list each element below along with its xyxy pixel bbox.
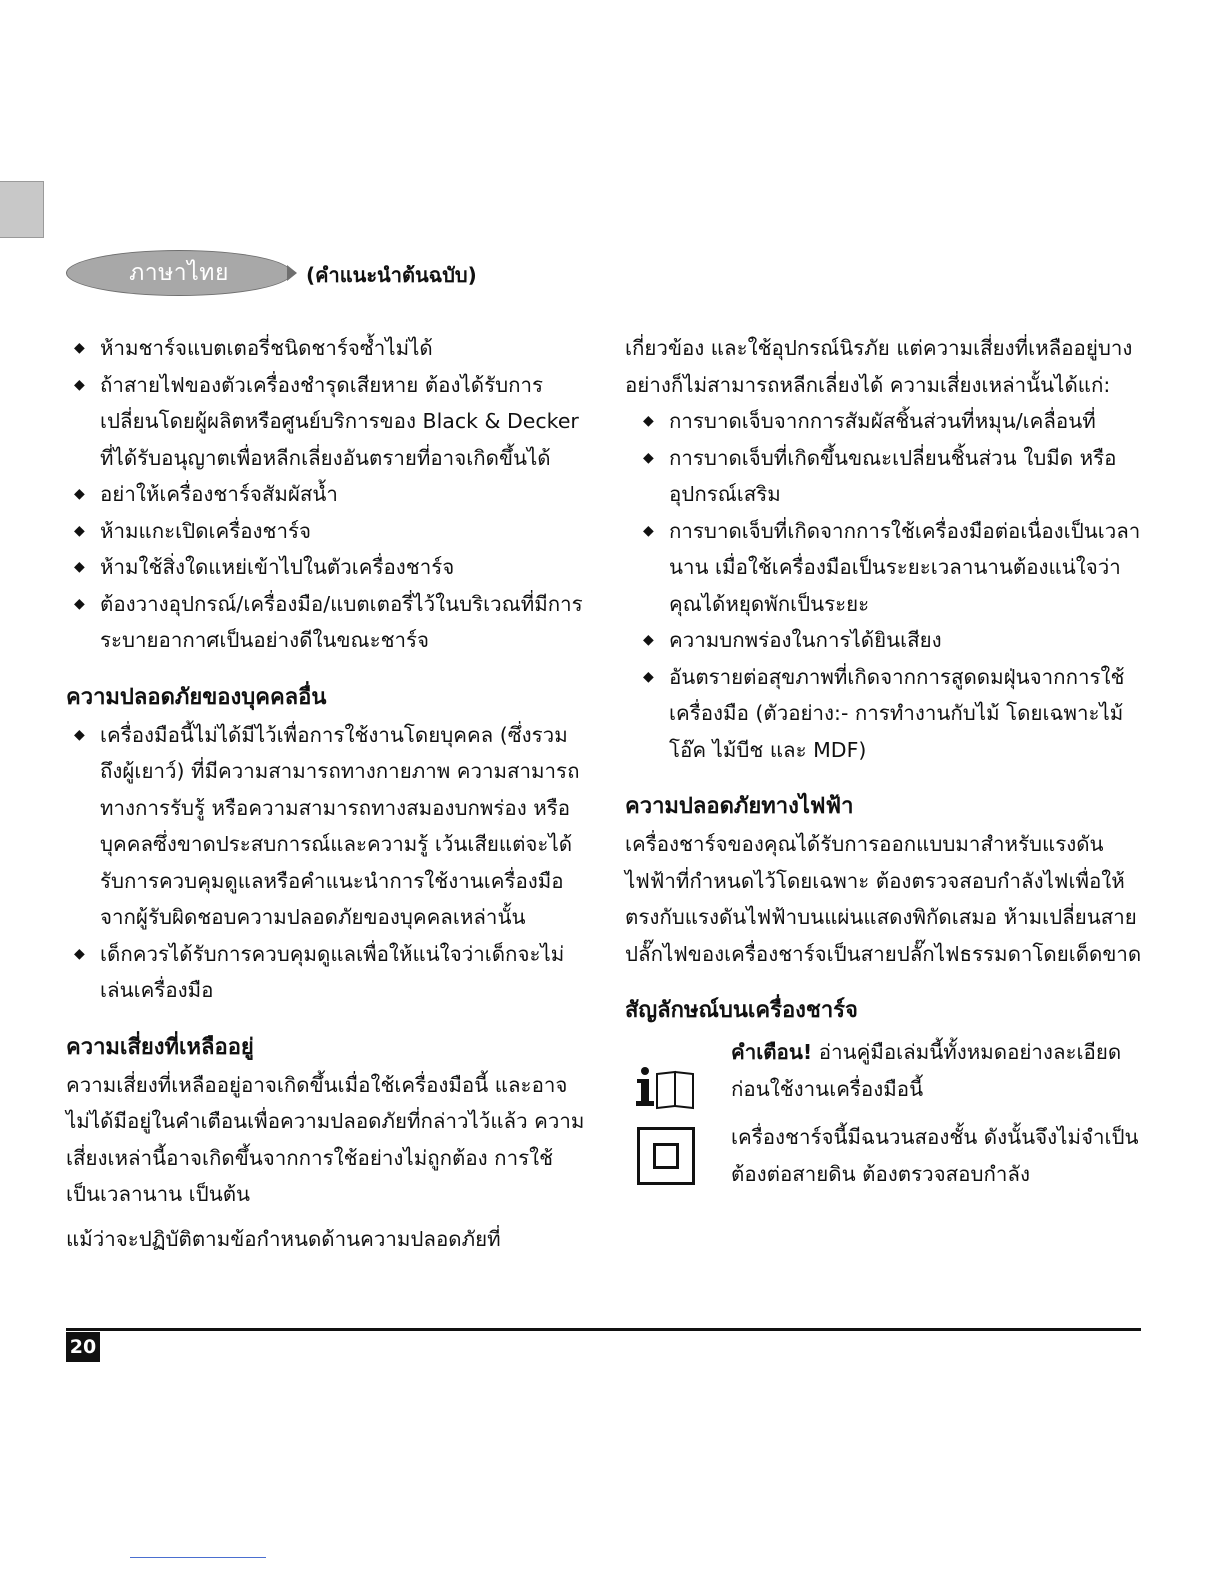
diamond-bullet-icon: ◆: [643, 522, 654, 539]
others-safety-heading: ความปลอดภัยของบุคคลอื่น: [66, 684, 327, 710]
symbol-row-read-manual: [625, 1034, 1145, 1107]
diamond-bullet-icon: ◆: [643, 632, 654, 648]
diamond-bullet-icon: ◆: [74, 340, 85, 356]
diamond-bullet-icon: ◆: [74, 595, 85, 612]
left-column: [66, 330, 586, 1257]
language-label-text: ภาษาไทย: [129, 260, 229, 286]
diamond-bullet-icon: ◆: [643, 413, 654, 429]
diamond-bullet-icon: ◆: [74, 726, 85, 743]
electrical-safety-paragraph: เครื่องชาร์จของคุณได้รับการออกแบบมาสำหรับแรงดันไฟฟ้าที่กำหนดไว้โดยเฉพาะ ต้องตรวจสอบกำลังไฟเพื่อให้ตรงกับแรงดันไฟฟ้าบนแผ่นแสดงพิกัดเสมอ ห้ามเปลี่ยนสายปลั๊กไฟของเครื่องชาร์จเป็นสายปลั๊กไฟธรรมดาโดยเด็ดขาด: [625, 832, 1142, 966]
residual-risks-paragraph: ความเสี่ยงที่เหลืออยู่อาจเกิดขึ้นเมื่อใช้เครื่องมือนี้ และอาจไม่ได้มีอยู่ในคำเตือนเพื่อความปลอดภัยที่กล่าวไว้แล้ว ความเสี่ยงเหล่านี้อาจเกิดขึ้นจากการใช้อย่างไม่ถูกต้อง การใช้เป็นเวลานาน เป็นต้น: [66, 1072, 585, 1206]
language-label: [66, 250, 292, 296]
symbol-row-double-insulated: [625, 1119, 1145, 1192]
bottom-blue-line: [130, 1557, 266, 1558]
list-item: ◆ การบาดเจ็บที่เกิดขึ้นขณะเปลี่ยนชิ้นส่วน ใบมีด หรืออุปกรณ์เสริม: [635, 440, 1145, 513]
footer-rule: [66, 1328, 1141, 1331]
charger-symbols-heading: สัญลักษณ์บนเครื่องชาร์จ: [625, 998, 858, 1023]
residual-risks-continued: เกี่ยวข้อง และใช้อุปกรณ์นิรภัย แต่ความเสี่ยงที่เหลืออยู่บางอย่างก็ไม่สามารถหลีกเลี่ยงได้ ความเสี่ยงเหล่านั้นได้แก่:: [625, 336, 1133, 397]
list-item: ◆ อย่าให้เครื่องชาร์จสัมผัสน้ำ: [66, 476, 586, 513]
list-item: ◆ เด็กควรได้รับการควบคุมดูแลเพื่อให้แน่ใจว่าเด็กจะไม่เล่นเครื่องมือ: [66, 936, 586, 1009]
residual-risks-heading: ความเสี่ยงที่เหลืออยู่: [66, 1034, 254, 1060]
list-item: ◆ ความบกพร่องในการได้ยินเสียง: [635, 622, 1145, 659]
electrical-safety-heading: ความปลอดภัยทางไฟฟ้า: [625, 794, 854, 819]
list-item: ◆ ถ้าสายไฟของตัวเครื่องชำรุดเสียหาย ต้องได้รับการเปลี่ยนโดยผู้ผลิตหรือศูนย์บริการของ Black & Decker ที่ได้รับอนุญาตเพื่อหลีกเลี่ยงอันตรายที่อาจเกิดขึ้นได้: [66, 367, 586, 477]
diamond-bullet-icon: ◆: [74, 486, 85, 502]
read-manual-icon: [635, 1066, 699, 1110]
warning-label: คำเตือน!: [731, 1040, 813, 1064]
diamond-bullet-icon: ◆: [643, 449, 654, 466]
language-label-pointer: [287, 265, 297, 281]
list-item: ◆ ห้ามชาร์จแบตเตอรี่ชนิดชาร์จซ้ำไม่ได้: [66, 330, 586, 367]
residual-risks-paragraph-2: แม้ว่าจะปฏิบัติตามข้อกำหนดด้านความปลอดภัยที่: [66, 1226, 501, 1251]
charger-safety-list: [66, 330, 586, 659]
side-tab-marker: [0, 181, 44, 238]
page-number: 20: [66, 1332, 100, 1362]
document-subtitle: (คำแนะนำต้นฉบับ): [306, 263, 477, 287]
diamond-bullet-icon: ◆: [74, 376, 85, 393]
list-item: ◆ การบาดเจ็บที่เกิดจากการใช้เครื่องมือต่อเนื่องเป็นเวลานาน เมื่อใช้เครื่องมือเป็นระยะเวลานานต้องแน่ใจว่าคุณได้หยุดพักเป็นระยะ: [635, 513, 1145, 623]
list-item: ◆ เครื่องมือนี้ไม่ได้มีไว้เพื่อการใช้งานโดยบุคคล (ซึ่งรวมถึงผู้เยาว์) ที่มีความสามารถทางกายภาพ ความสามารถทางการรับรู้ หรือความสามารถทางสมองบกพร่อง หรือบุคคลซึ่งขาดประสบการณ์และความรู้ เว้นเสียแต่จะได้รับการควบคุมดูแลหรือคำแนะนำการใช้งานเครื่องมือจากผู้รับผิดชอบความปลอดภัยของบุคคลเหล่านั้น: [66, 717, 586, 936]
diamond-bullet-icon: ◆: [74, 945, 85, 962]
list-item: ◆ การบาดเจ็บจากการสัมผัสชิ้นส่วนที่หมุน/เคลื่อนที่: [635, 403, 1145, 440]
diamond-bullet-icon: ◆: [643, 668, 654, 685]
double-insulation-icon: [637, 1127, 695, 1185]
list-item: ◆ ห้ามแกะเปิดเครื่องชาร์จ: [66, 513, 586, 550]
diamond-bullet-icon: ◆: [74, 559, 85, 575]
warning-text: อ่านคู่มือเล่มนี้ทั้งหมดอย่างละเอียดก่อนใช้งานเครื่องมือนี้: [731, 1040, 1122, 1101]
right-column: [625, 330, 1145, 1192]
double-insulated-text: เครื่องชาร์จนี้มีฉนวนสองชั้น ดังนั้นจึงไม่จำเป็นต้องต่อสายดิน ต้องตรวจสอบกำลัง: [731, 1125, 1139, 1186]
list-item: ◆ อันตรายต่อสุขภาพที่เกิดจากการสูดดมฝุ่นจากการใช้เครื่องมือ (ตัวอย่าง:- การทำงานกับไม้ โดยเฉพาะไม้โอ๊ค ไม้บีช และ MDF): [635, 659, 1145, 769]
double-insulation-inner-square: [653, 1143, 679, 1169]
list-item: ◆ ต้องวางอุปกรณ์/เครื่องมือ/แบตเตอรี่ไว้ในบริเวณที่มีการระบายอากาศเป็นอย่างดีในขณะชาร์จ: [66, 586, 586, 659]
others-safety-list: [66, 717, 586, 1009]
list-item: ◆ ห้ามใช้สิ่งใดแหย่เข้าไปในตัวเครื่องชาร์จ: [66, 549, 586, 586]
diamond-bullet-icon: ◆: [74, 522, 85, 539]
residual-risks-list: [625, 403, 1145, 768]
